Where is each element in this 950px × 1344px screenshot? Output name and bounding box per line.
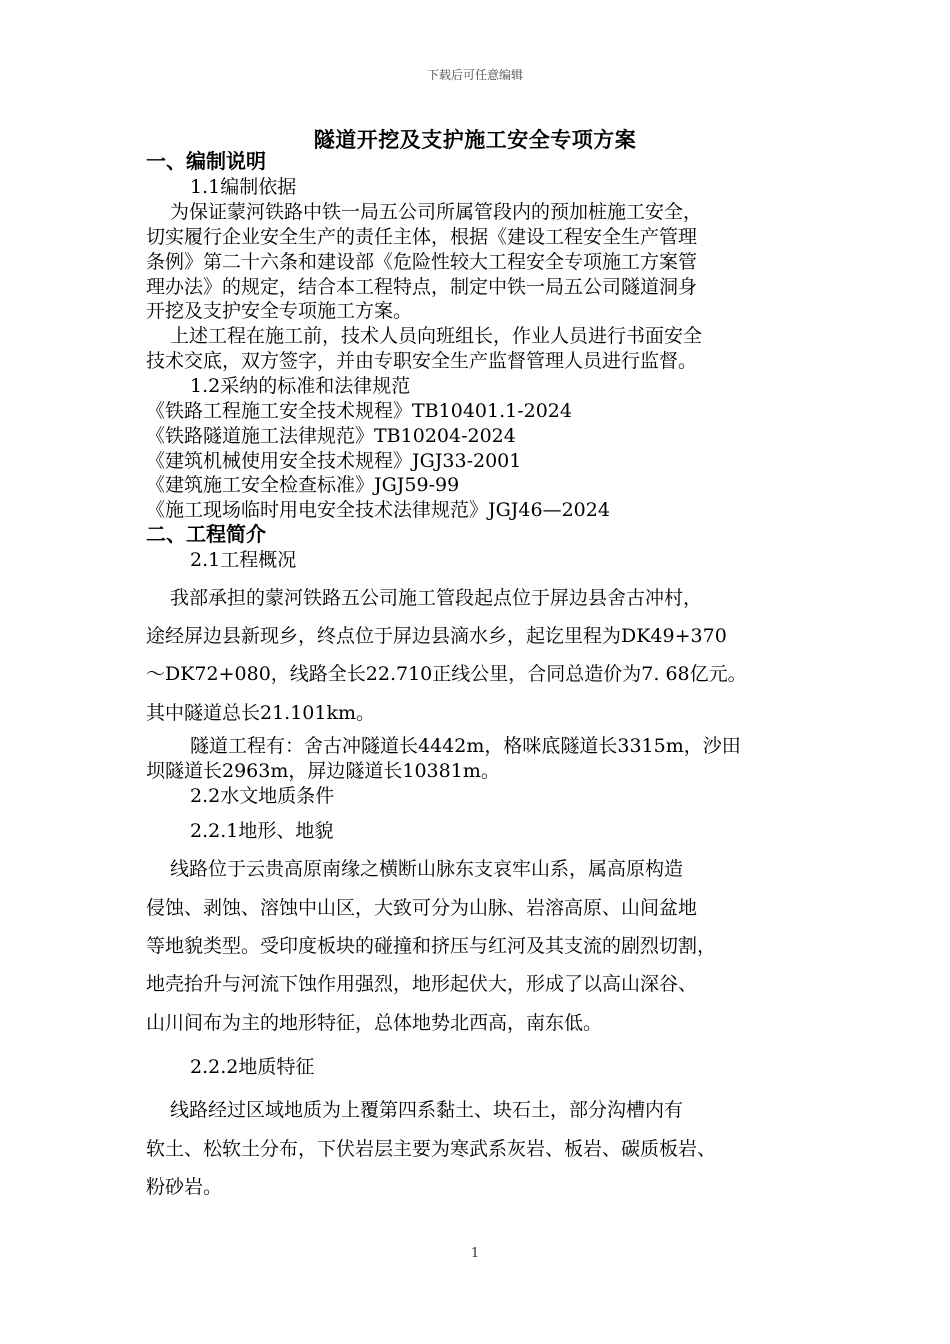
paragraph-line: 线路位于云贵高原南缘之横断山脉东支哀牢山系，属高原构造 — [170, 858, 684, 880]
paragraph-line: 粉砂岩。 — [146, 1176, 223, 1198]
paragraph-line: ～DK72+080，线路全长22.710正线公里，合同总造价为7. 68亿元。 — [146, 663, 747, 685]
paragraph-line: 切实履行企业安全生产的责任主体，根据《建设工程安全生产管理 — [146, 226, 698, 248]
subsection-heading: 2.2水文地质条件 — [190, 785, 335, 807]
standard-item: 《铁路隧道施工法律规范》TB10204-2024 — [146, 425, 516, 447]
paragraph-line: 等地貌类型。受印度板块的碰撞和挤压与红河及其支流的剧烈切割， — [146, 935, 717, 957]
paragraph-line: 山川间布为主的地形特征，总体地势北西高，南东低。 — [146, 1012, 603, 1034]
document-title: 隧道开挖及支护施工安全专项方案 — [313, 127, 637, 152]
subsection-heading: 2.2.1地形、地貌 — [190, 820, 334, 842]
page-number: 1 — [470, 1246, 480, 1261]
standard-item: 《建筑施工安全检查标准》JGJ59-99 — [146, 474, 460, 496]
standard-item: 《施工现场临时用电安全技术法律规范》JGJ46—2024 — [146, 499, 610, 521]
paragraph-line: 地壳抬升与河流下蚀作用强烈，地形起伏大，形成了以高山深谷、 — [146, 973, 698, 995]
paragraph-line: 软土、松软土分布，下伏岩层主要为寒武系灰岩、板岩、碳质板岩、 — [146, 1138, 717, 1160]
paragraph-line: 理办法》的规定，结合本工程特点，制定中铁一局五公司隧道洞身 — [146, 276, 698, 298]
paragraph-line: 技术交底，双方签字，并由专职安全生产监督管理人员进行监督。 — [146, 350, 698, 372]
subsection-heading: 2.1工程概况 — [190, 549, 297, 571]
subsection-heading: 1.2采纳的标准和法律规范 — [190, 375, 411, 397]
header-note: 下载后可任意编辑 — [426, 68, 523, 82]
paragraph-line: 隧道工程有：舍古冲隧道长4442m，格咪底隧道长3315m，沙田 — [190, 735, 741, 757]
paragraph-line: 其中隧道总长21.101km。 — [146, 702, 376, 724]
paragraph-line: 开挖及支护安全专项施工方案。 — [146, 300, 413, 322]
paragraph-line: 为保证蒙河铁路中铁一局五公司所属管段内的预加桩施工安全， — [170, 201, 703, 223]
standard-item: 《铁路工程施工安全技术规程》TB10401.1-2024 — [146, 400, 572, 422]
subsection-heading: 2.2.2地质特征 — [190, 1056, 315, 1078]
paragraph-line: 线路经过区域地质为上覆第四系黏土、块石土，部分沟槽内有 — [170, 1099, 684, 1121]
paragraph-line: 条例》第二十六条和建设部《危险性较大工程安全专项施工方案管 — [146, 251, 698, 273]
subsection-heading: 1.1编制依据 — [190, 176, 297, 198]
section-heading: 二、工程简介 — [146, 522, 266, 546]
standard-item: 《建筑机械使用安全技术规程》JGJ33-2001 — [146, 450, 522, 472]
paragraph-line: 上述工程在施工前，技术人员向班组长，作业人员进行书面安全 — [170, 325, 703, 347]
paragraph-line: 侵蚀、剥蚀、溶蚀中山区，大致可分为山脉、岩溶高原、山间盆地 — [146, 897, 698, 919]
paragraph-line: 途经屏边县新现乡，终点位于屏边县滴水乡，起讫里程为DK49+370 — [146, 625, 727, 647]
section-heading: 一、编制说明 — [146, 149, 266, 173]
paragraph-line: 我部承担的蒙河铁路五公司施工管段起点位于屏边县舍古冲村， — [170, 587, 703, 609]
paragraph-line: 坝隧道长2963m，屏边隧道长10381m。 — [146, 760, 500, 782]
